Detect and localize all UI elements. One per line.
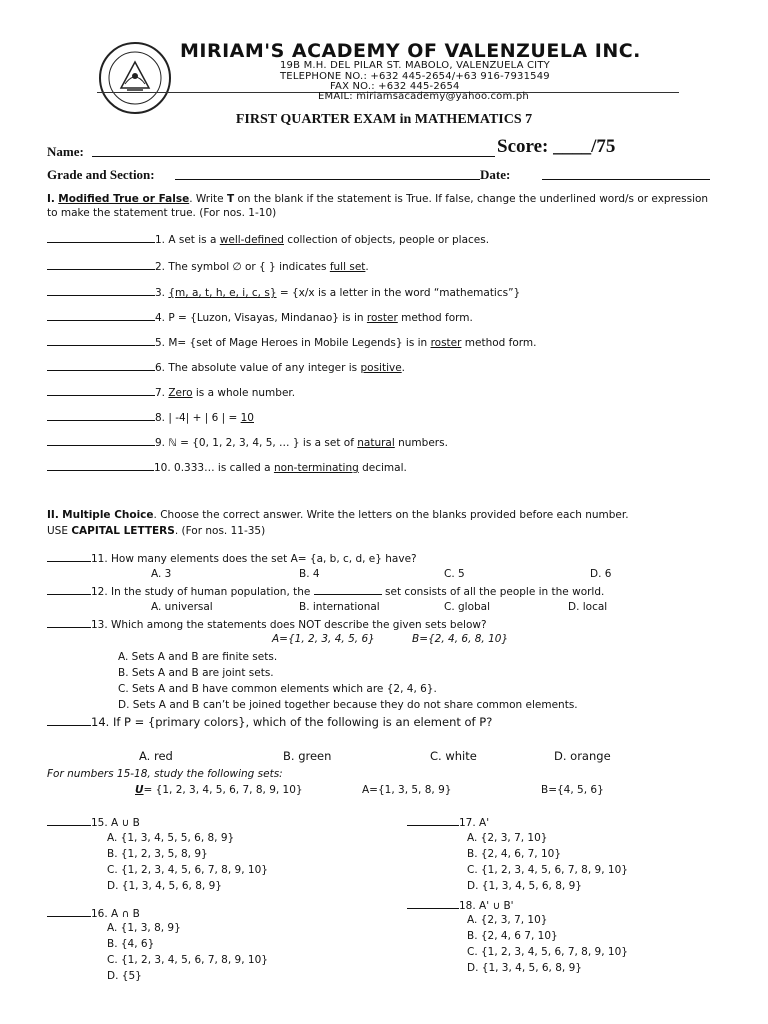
tf-item-3: 3. {m, a, t, h, e, i, c, s} = {x/x is a letter in the word “mathematics”} bbox=[47, 285, 520, 299]
choice: C. white bbox=[430, 749, 477, 763]
choice: D. {1, 3, 4, 5, 6, 8, 9} bbox=[467, 962, 582, 974]
answer-blank[interactable] bbox=[47, 385, 155, 396]
choice: A. red bbox=[139, 749, 173, 763]
sets-note: For numbers 15-18, study the following sets: bbox=[47, 768, 283, 780]
choice: D. {5} bbox=[107, 970, 142, 982]
tf-item-2: 2. The symbol ∅ or { } indicates full set. bbox=[47, 259, 369, 273]
date-label: Date: bbox=[480, 167, 511, 182]
universal-set: U= {1, 2, 3, 4, 5, 6, 7, 8, 9, 10} bbox=[135, 784, 303, 796]
section1-instructions-line2: to make the statement true. (For nos. 1-10) bbox=[47, 207, 277, 219]
choice: D. 6 bbox=[590, 568, 612, 580]
question-11: 11. How many elements does the set A= {a, b, c, d, e} have? bbox=[47, 551, 417, 565]
section2-instructions: II. Multiple Choice. Choose the correct answer. Write the letters on the blanks provided before each number. bbox=[47, 509, 629, 521]
tf-item-6: 6. The absolute value of any integer is positive. bbox=[47, 360, 405, 374]
choice: C. {1, 2, 3, 4, 5, 6, 7, 8, 9, 10} bbox=[467, 946, 628, 958]
choice: B. green bbox=[283, 749, 332, 763]
exam-title: FIRST QUARTER EXAM in MATHEMATICS 7 bbox=[235, 112, 533, 127]
choice: D. Sets A and B can’t be joined together because they do not share common elements. bbox=[118, 699, 578, 711]
choice: A. {2, 3, 7, 10} bbox=[467, 914, 548, 926]
choice: A. {2, 3, 7, 10} bbox=[467, 832, 548, 844]
score-field: Score: ____/75 bbox=[497, 136, 616, 157]
choice: B. 4 bbox=[299, 568, 320, 580]
tf-item-8: 8. | -4| + | 6 | = 10 bbox=[47, 410, 254, 424]
grade-section-blank[interactable] bbox=[175, 179, 480, 180]
choice: C. {1, 2, 3, 4, 5, 6, 7, 8, 9, 10} bbox=[107, 954, 268, 966]
answer-blank[interactable] bbox=[47, 584, 91, 595]
choice: D. orange bbox=[554, 749, 611, 763]
answer-blank[interactable] bbox=[47, 906, 91, 917]
choice: B. {1, 2, 3, 5, 8, 9} bbox=[107, 848, 208, 860]
name-blank[interactable] bbox=[92, 156, 495, 157]
choice: C. {1, 2, 3, 4, 5, 6, 7, 8, 9, 10} bbox=[467, 864, 628, 876]
school-email: EMAIL: miriamsacademy@yahoo.com.ph bbox=[318, 91, 529, 102]
answer-blank[interactable] bbox=[47, 232, 155, 243]
question-15: 15. A ∪ B bbox=[47, 815, 140, 829]
date-blank[interactable] bbox=[542, 179, 710, 180]
question-12: 12. In the study of human population, the set consists of all the people in the world. bbox=[47, 584, 604, 598]
set-a: A={1, 2, 3, 4, 5, 6} bbox=[272, 633, 375, 645]
choice: B. {2, 4, 6 7, 10} bbox=[467, 930, 558, 942]
section1-instructions: I. Modified True or False. Write T on the blank if the statement is True. If false, change the underlined word/s or expression bbox=[47, 193, 709, 205]
school-name: MIRIAM'S ACADEMY OF VALENZUELA INC. bbox=[180, 40, 641, 62]
answer-blank[interactable] bbox=[47, 435, 155, 446]
choice: C. global bbox=[444, 601, 491, 613]
choice: A. Sets A and B are finite sets. bbox=[118, 651, 278, 663]
grade-section-label: Grade and Section: bbox=[47, 167, 155, 182]
answer-blank[interactable] bbox=[47, 617, 91, 628]
choice: D. {1, 3, 4, 5, 6, 8, 9} bbox=[107, 880, 222, 892]
answer-blank[interactable] bbox=[47, 715, 91, 726]
answer-blank[interactable] bbox=[47, 335, 155, 346]
answer-blank[interactable] bbox=[47, 360, 155, 371]
tf-item-10: 10. 0.333… is called a non-terminating decimal. bbox=[47, 460, 407, 474]
set-a: A={1, 3, 5, 8, 9} bbox=[362, 784, 452, 796]
answer-blank[interactable] bbox=[47, 815, 91, 826]
choice: B. {2, 4, 6, 7, 10} bbox=[467, 848, 562, 860]
question-14: 14. If P = {primary colors}, which of the following is an element of P? bbox=[47, 715, 492, 729]
section2-instructions-line2: USE CAPITAL LETTERS. (For nos. 11-35) bbox=[47, 525, 266, 537]
fill-in-blank[interactable] bbox=[314, 584, 382, 595]
answer-blank[interactable] bbox=[47, 551, 91, 562]
answer-blank[interactable] bbox=[407, 815, 459, 826]
tf-item-1: 1. A set is a well-defined collection of objects, people or places. bbox=[47, 232, 489, 246]
choice: A. 3 bbox=[151, 568, 172, 580]
school-seal-icon bbox=[97, 40, 173, 116]
choice: A. {1, 3, 4, 5, 5, 6, 8, 9} bbox=[107, 832, 235, 844]
choice: C. {1, 2, 3, 4, 5, 6, 7, 8, 9, 10} bbox=[107, 864, 268, 876]
tf-item-5: 5. M= {set of Mage Heroes in Mobile Legends} is in roster method form. bbox=[47, 335, 536, 349]
answer-blank[interactable] bbox=[47, 310, 155, 321]
answer-blank[interactable] bbox=[47, 410, 155, 421]
school-address: 19B M.H. DEL PILAR ST. MABOLO, VALENZUELA CITY bbox=[280, 60, 550, 71]
choice: B. international bbox=[299, 601, 380, 613]
choice: C. 5 bbox=[444, 568, 465, 580]
question-16: 16. A ∩ B bbox=[47, 906, 140, 920]
question-13: 13. Which among the statements does NOT describe the given sets below? bbox=[47, 617, 487, 631]
set-b: B={4, 5, 6} bbox=[541, 784, 604, 796]
choice: A. {1, 3, 8, 9} bbox=[107, 922, 181, 934]
set-b: B={2, 4, 6, 8, 10} bbox=[412, 633, 509, 645]
choice: B. {4, 6} bbox=[107, 938, 155, 950]
question-17: 17. A' bbox=[407, 815, 489, 829]
answer-blank[interactable] bbox=[407, 898, 459, 909]
choice: C. Sets A and B have common elements which are {2, 4, 6}. bbox=[118, 683, 437, 695]
answer-blank[interactable] bbox=[47, 460, 154, 471]
name-label: Name: bbox=[47, 144, 84, 159]
choice: A. universal bbox=[151, 601, 213, 613]
choice: B. Sets A and B are joint sets. bbox=[118, 667, 274, 679]
answer-blank[interactable] bbox=[47, 259, 155, 270]
tf-item-4: 4. P = {Luzon, Visayas, Mindanao} is in roster method form. bbox=[47, 310, 473, 324]
answer-blank[interactable] bbox=[47, 285, 155, 296]
choice: D. {1, 3, 4, 5, 6, 8, 9} bbox=[467, 880, 582, 892]
question-18: 18. A' ∪ B' bbox=[407, 898, 514, 912]
choice: D. local bbox=[568, 601, 608, 613]
tf-item-7: 7. Zero is a whole number. bbox=[47, 385, 295, 399]
tf-item-9: 9. ℕ = {0, 1, 2, 3, 4, 5, … } is a set of natural numbers. bbox=[47, 435, 448, 449]
school-telephone: TELEPHONE NO.: +632 445-2654/+63 916-7931549 bbox=[280, 71, 550, 82]
school-fax: FAX NO.: +632 445-2654 bbox=[330, 81, 460, 92]
